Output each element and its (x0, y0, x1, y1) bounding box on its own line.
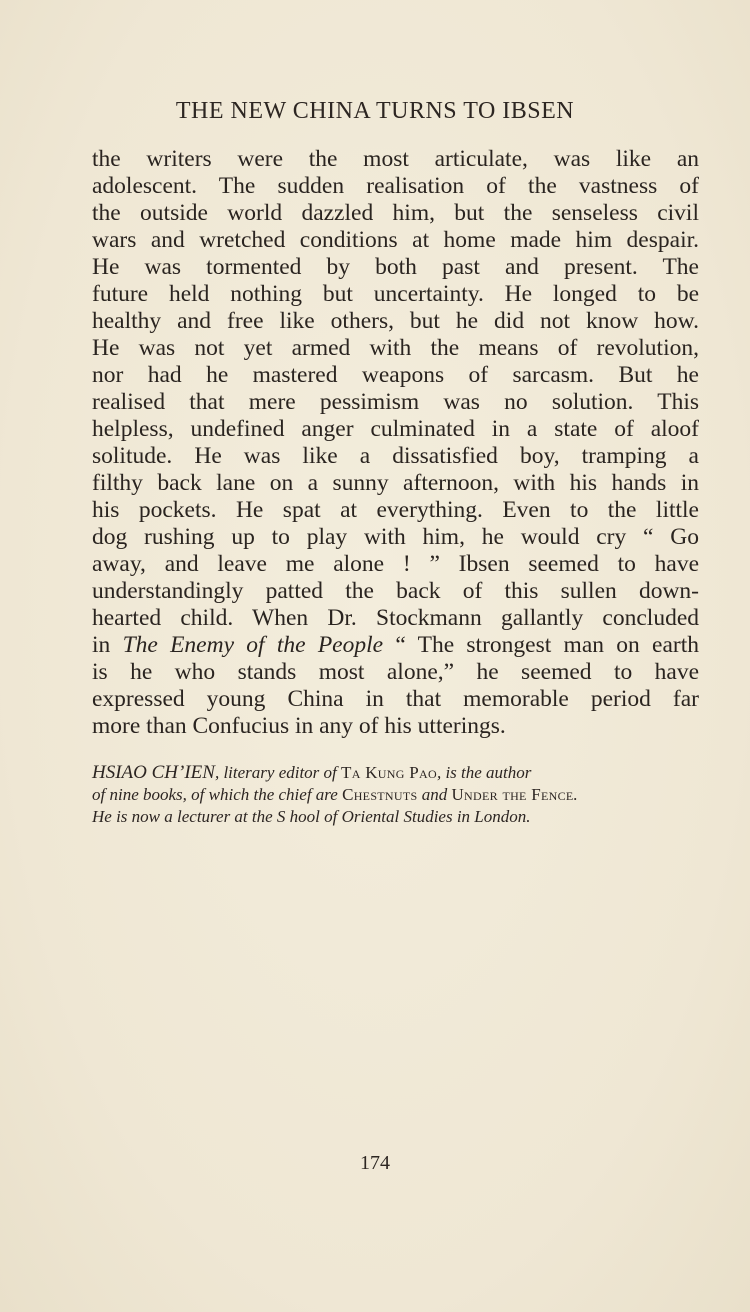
body-line: He was not yet armed with the means of revolution, (92, 335, 699, 361)
running-head: THE NEW CHINA TURNS TO IBSEN (175, 98, 575, 124)
body-line: future held nothing but uncertainty. He longed to be (92, 281, 699, 307)
note-text: , is the author (436, 763, 532, 782)
body-line: He was tormented by both past and present. The (92, 254, 699, 280)
note-line (92, 762, 702, 784)
note-line: He is now a lecturer at the S hool of Oriental Studies in London. (92, 807, 531, 826)
body-line: his pockets. He spat at everything. Even to the little (92, 497, 699, 523)
body-line (92, 632, 699, 659)
newspaper-name: Ta Kung Pao (341, 763, 437, 782)
body-line: the outside world dazzled him, but the senseless civil (92, 200, 699, 226)
body-line: wars and wretched conditions at home made him despair. (92, 227, 699, 253)
body-line: realised that mere pessimism was no solution. This (92, 389, 699, 415)
play-title: The Enemy of the People (122, 632, 384, 658)
body-line: is he who stands most alone,” he seemed to have (92, 659, 699, 685)
note-text: of nine books, of which the chief are (92, 785, 343, 804)
author-name: HSIAO CH’IEN (92, 762, 215, 783)
body-line: filthy back lane on a sunny afternoon, with his hands in (92, 470, 699, 496)
book-title: Under the Fence (451, 785, 574, 804)
note-text: . (573, 785, 578, 804)
line-text: in (92, 632, 123, 658)
body-line: solitude. He was like a dissatisfied boy, tramping a (92, 443, 699, 469)
body-line: healthy and free like others, but he did not know how. (92, 308, 699, 334)
book-title: Chestnuts (342, 785, 418, 804)
note-line (92, 784, 702, 806)
note-text: , literary editor of (214, 763, 342, 782)
body-paragraph (92, 146, 699, 740)
body-line: dog rushing up to play with him, he would cry “ Go (92, 524, 699, 550)
author-note (92, 762, 702, 828)
line-text: “ The strongest man on earth (383, 632, 700, 658)
body-line: helpless, undefined anger culminated in a state of aloof (92, 416, 699, 442)
body-line: nor had he mastered weapons of sarcasm. But he (92, 362, 699, 388)
note-text: and (417, 785, 452, 804)
body-line: more than Confucius in any of his utterings. (92, 713, 506, 739)
body-line: away, and leave me alone ! ” Ibsen seemed to have (92, 551, 699, 577)
body-line: the writers were the most articulate, was like an (92, 146, 699, 172)
page-number: 174 (360, 1152, 390, 1174)
body-line: hearted child. When Dr. Stockmann gallantly concluded (92, 605, 699, 631)
body-line: adolescent. The sudden realisation of the vastness of (92, 173, 699, 199)
body-line: expressed young China in that memorable period far (92, 686, 699, 712)
body-line: understandingly patted the back of this sullen down- (92, 578, 699, 604)
